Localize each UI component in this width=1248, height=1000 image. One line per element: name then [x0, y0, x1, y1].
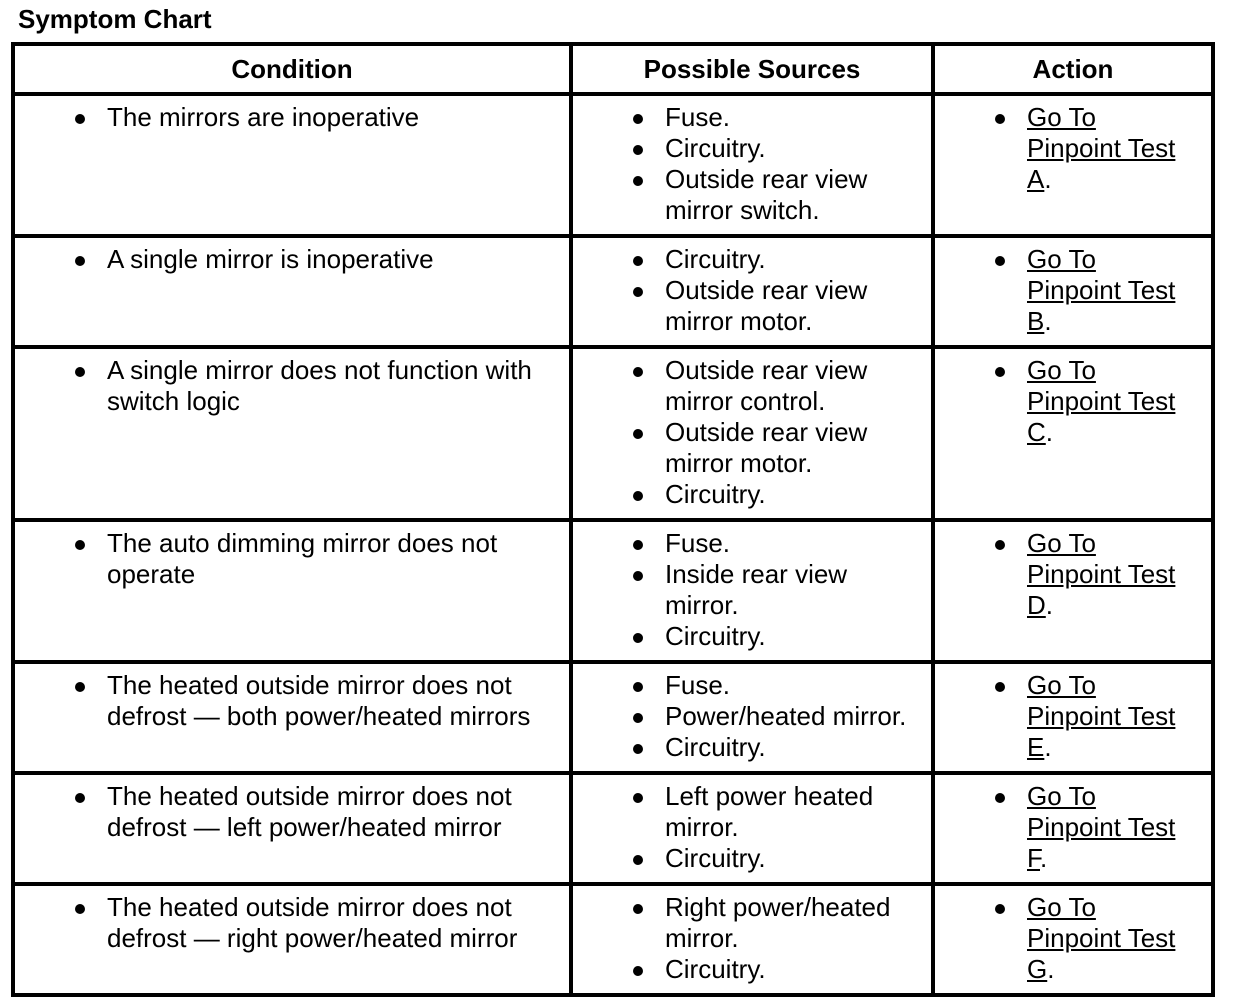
- condition-text: The auto dimming mirror does not operate: [107, 528, 561, 590]
- source-item: Fuse.: [665, 528, 923, 559]
- pinpoint-test-letter-link[interactable]: E: [1027, 732, 1045, 762]
- pinpoint-test-link[interactable]: Pinpoint Test: [1027, 923, 1176, 953]
- source-item: Circuitry.: [665, 479, 923, 510]
- action-period: .: [1044, 164, 1052, 194]
- condition-text: The heated outside mirror does not defrost — left power/heated mirror: [107, 781, 561, 843]
- sources-cell: [571, 520, 933, 662]
- action-cell: [933, 94, 1213, 236]
- go-to-link[interactable]: Go To: [1027, 781, 1096, 811]
- source-item: Circuitry.: [665, 732, 923, 763]
- condition-cell: [13, 662, 571, 773]
- source-item: Circuitry.: [665, 244, 923, 275]
- source-item: Outside rear view mirror switch.: [665, 164, 923, 226]
- header-condition: Condition: [13, 44, 571, 94]
- action-cell: [933, 347, 1213, 520]
- sources-cell: [571, 94, 933, 236]
- pinpoint-test-link[interactable]: Pinpoint Test: [1027, 701, 1176, 731]
- go-to-link[interactable]: Go To: [1027, 528, 1096, 558]
- sources-cell: [571, 662, 933, 773]
- action-item: [1027, 355, 1203, 448]
- pinpoint-test-letter-link[interactable]: C: [1027, 417, 1046, 447]
- source-item: Fuse.: [665, 670, 923, 701]
- table-row: [13, 347, 1213, 520]
- pinpoint-test-link[interactable]: Pinpoint Test: [1027, 812, 1176, 842]
- symptom-table: [11, 42, 1215, 997]
- action-period: .: [1044, 306, 1052, 336]
- condition-cell: [13, 520, 571, 662]
- go-to-link[interactable]: Go To: [1027, 670, 1096, 700]
- action-cell: [933, 884, 1213, 995]
- go-to-link[interactable]: Go To: [1027, 244, 1096, 274]
- condition-cell: [13, 94, 571, 236]
- action-period: .: [1044, 732, 1052, 762]
- go-to-link[interactable]: Go To: [1027, 355, 1096, 385]
- go-to-link[interactable]: Go To: [1027, 102, 1096, 132]
- condition-cell: [13, 347, 571, 520]
- table-row: [13, 236, 1213, 347]
- source-item: Fuse.: [665, 102, 923, 133]
- table-row: [13, 94, 1213, 236]
- go-to-link[interactable]: Go To: [1027, 892, 1096, 922]
- source-item: Power/heated mirror.: [665, 701, 923, 732]
- source-item: Right power/heated mirror.: [665, 892, 923, 954]
- source-item: Circuitry.: [665, 954, 923, 985]
- action-item: [1027, 670, 1203, 763]
- condition-cell: [13, 884, 571, 995]
- action-item: [1027, 528, 1203, 621]
- pinpoint-test-letter-link[interactable]: A: [1027, 164, 1045, 194]
- table-row: [13, 884, 1213, 995]
- pinpoint-test-letter-link[interactable]: D: [1027, 590, 1046, 620]
- header-possible-sources: Possible Sources: [571, 44, 933, 94]
- condition-text: A single mirror is inoperative: [107, 244, 561, 275]
- condition-cell: [13, 773, 571, 884]
- condition-text: The mirrors are inoperative: [107, 102, 561, 133]
- action-item: [1027, 102, 1203, 195]
- sources-cell: [571, 773, 933, 884]
- pinpoint-test-link[interactable]: Pinpoint Test: [1027, 133, 1176, 163]
- action-item: [1027, 781, 1203, 874]
- action-cell: [933, 236, 1213, 347]
- action-period: .: [1045, 417, 1054, 447]
- table-row: [13, 662, 1213, 773]
- sources-cell: [571, 347, 933, 520]
- action-period: .: [1047, 954, 1055, 984]
- source-item: Inside rear view mirror.: [665, 559, 923, 621]
- sources-cell: [571, 236, 933, 347]
- condition-text: The heated outside mirror does not defrost — right power/heated mirror: [107, 892, 561, 954]
- source-item: Left power heated mirror.: [665, 781, 923, 843]
- source-item: Outside rear view mirror motor.: [665, 275, 923, 337]
- pinpoint-test-link[interactable]: Pinpoint Test: [1027, 386, 1176, 416]
- pinpoint-test-letter-link[interactable]: F: [1027, 843, 1040, 873]
- page-title: Symptom Chart: [18, 4, 212, 34]
- source-item: Circuitry.: [665, 133, 923, 164]
- sources-cell: [571, 884, 933, 995]
- condition-cell: [13, 236, 571, 347]
- pinpoint-test-link[interactable]: Pinpoint Test: [1027, 559, 1176, 589]
- pinpoint-test-letter-link[interactable]: B: [1027, 306, 1045, 336]
- action-cell: [933, 662, 1213, 773]
- table-row: [13, 520, 1213, 662]
- action-period: .: [1045, 590, 1054, 620]
- source-item: Outside rear view mirror motor.: [665, 417, 923, 479]
- action-cell: [933, 773, 1213, 884]
- source-item: Circuitry.: [665, 621, 923, 652]
- pinpoint-test-link[interactable]: Pinpoint Test: [1027, 275, 1176, 305]
- header-action: Action: [933, 44, 1213, 94]
- source-item: Circuitry.: [665, 843, 923, 874]
- action-item: [1027, 244, 1203, 337]
- table-row: [13, 773, 1213, 884]
- pinpoint-test-letter-link[interactable]: G: [1027, 954, 1048, 984]
- source-item: Outside rear view mirror control.: [665, 355, 923, 417]
- condition-text: A single mirror does not function with switch logic: [107, 355, 561, 417]
- action-cell: [933, 520, 1213, 662]
- table-header-row: [13, 44, 1213, 94]
- condition-text: The heated outside mirror does not defrost — both power/heated mirrors: [107, 670, 561, 732]
- action-item: [1027, 892, 1203, 985]
- action-period: .: [1040, 843, 1048, 873]
